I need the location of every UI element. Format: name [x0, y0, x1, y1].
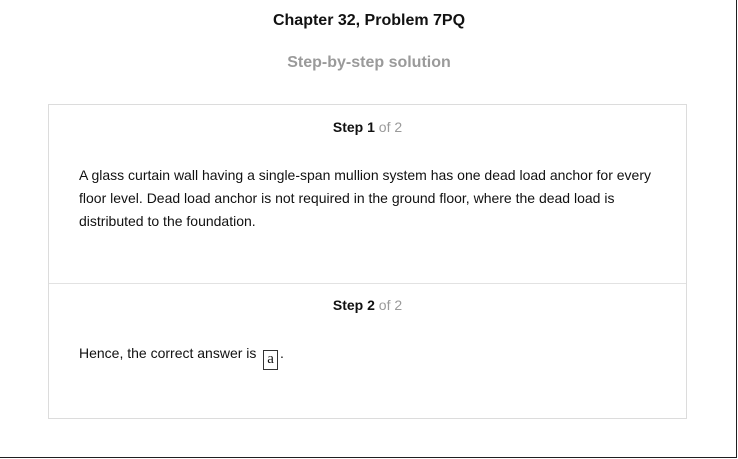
solution-steps-card: [48, 104, 687, 419]
step-1-header: [49, 119, 686, 135]
answer-prefix: Hence, the correct answer is: [79, 345, 257, 361]
step-1-text: A glass curtain wall having a single-span mullion system has one dead load anchor for every floor level. Dead load anchor is not required in the ground floor, where the dead load is distributed to the foundation.: [79, 167, 651, 229]
page-title: Chapter 32, Problem 7PQ: [272, 12, 466, 29]
step-2-header: [49, 297, 686, 313]
step-total: of 2: [378, 297, 403, 313]
step-number: 2: [367, 297, 375, 313]
step-number: 1: [367, 119, 375, 135]
answer-box: a: [263, 350, 278, 370]
solution-subtitle: Step-by-step solution: [287, 54, 451, 71]
step-2-section: [49, 284, 686, 418]
answer-suffix: .: [279, 345, 284, 361]
step-2-text: [79, 342, 656, 370]
step-label: Step: [332, 297, 364, 313]
step-total: of 2: [378, 119, 403, 135]
step-1-section: [49, 105, 686, 284]
step-label: Step: [332, 119, 364, 135]
